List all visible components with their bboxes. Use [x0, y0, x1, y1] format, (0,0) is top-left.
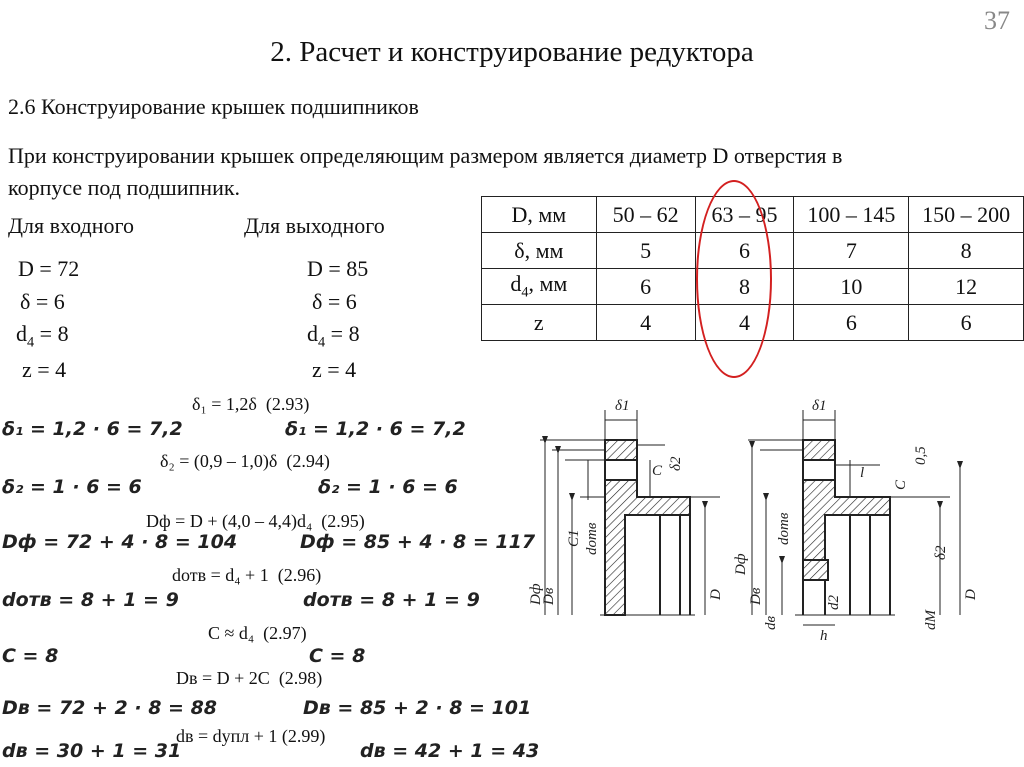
table-cell: 4	[596, 305, 695, 341]
calc-left: Dф = 72 + 4 · 8 = 104	[2, 531, 238, 553]
table-cell: 50 – 62	[596, 197, 695, 233]
drawing-label: Dв	[748, 587, 764, 605]
drawing-label: h	[820, 628, 828, 644]
table-cell: 4	[695, 305, 794, 341]
page-number: 37	[984, 6, 1010, 35]
formula-2-98: Dв = D + 2C (2.98)	[176, 668, 323, 688]
drawing-label: Dф	[528, 583, 544, 605]
output-d4-value: $d_4 = 8$	[307, 321, 360, 351]
input-delta-value: δ = 6	[20, 289, 65, 314]
table-cell: D, мм	[482, 197, 597, 233]
calc-left: dв = 30 + 1 = 31	[2, 740, 182, 762]
table-cell: 6	[695, 233, 794, 269]
calc-right: C = 8	[309, 645, 366, 667]
table-cell: z	[482, 305, 597, 341]
calc-right: δ₁ = 1,2 · 6 = 7,2	[285, 418, 466, 440]
output-z-value: z = 4	[312, 357, 357, 382]
calc-left: dотв = 8 + 1 = 9	[2, 589, 179, 611]
table-cell: 8	[909, 233, 1024, 269]
calc-right: dотв = 8 + 1 = 9	[303, 589, 480, 611]
calc-right: Dв = 85 + 2 · 8 = 101	[303, 697, 532, 719]
table-cell: 8	[695, 269, 794, 305]
formula-2-95: Dф = D + (4,0 – 4,4)d₄ (2.95)	[146, 511, 365, 531]
intro-line-1: При конструировании крышек определяющим размером является диаметр D отверстия в	[8, 143, 843, 168]
input-shaft-heading: Для входного	[8, 213, 134, 238]
drawing-label: l	[860, 465, 865, 481]
output-shaft-heading: Для выходного	[244, 213, 385, 238]
drawing-label: d2	[826, 595, 842, 610]
drawing-label: dотв	[584, 522, 600, 555]
table-cell: 12	[909, 269, 1024, 305]
drawing-label: D	[963, 589, 979, 600]
highlight-ellipse	[696, 180, 772, 378]
table-cell: $d_4$, мм	[482, 269, 597, 305]
table-cell: 6	[909, 305, 1024, 341]
drawing-label: dМ	[923, 610, 939, 630]
table-cell: 150 – 200	[909, 197, 1024, 233]
table-cell: δ, мм	[482, 233, 597, 269]
calc-left: Dв = 72 + 2 · 8 = 88	[2, 697, 218, 719]
drawing-label: C1	[566, 529, 582, 547]
drawing-label: δ1	[615, 398, 630, 414]
calc-left: C = 8	[2, 645, 59, 667]
section-title: 2.6 Конструирование крышек подшипников	[8, 94, 419, 119]
drawing-label: δ2	[933, 545, 949, 560]
drawing-label: dотв	[776, 512, 792, 545]
table-cell: 5	[596, 233, 695, 269]
drawing-label: δ2	[668, 456, 684, 471]
drawing-label: Dф	[733, 553, 749, 575]
drawing-label: D	[708, 589, 724, 600]
table-cell: 100 – 145	[794, 197, 909, 233]
bearing-cover-drawing	[520, 385, 1020, 765]
formula-2-94: δ₂ = (0,9 – 1,0)δ (2.94)	[160, 451, 330, 471]
formula-2-99: dв = dупл + 1 (2.99)	[176, 726, 326, 746]
calc-right: δ₂ = 1 · 6 = 6	[318, 476, 458, 498]
table-cell: 7	[794, 233, 909, 269]
table-cell: 6	[794, 305, 909, 341]
drawing-label: Dв	[541, 587, 557, 605]
formula-2-93: δ₁ = 1,2δ (2.93)	[192, 394, 310, 414]
drawing-label: C	[893, 479, 909, 490]
calc-left: δ₂ = 1 · 6 = 6	[2, 476, 142, 498]
intro-line-2: корпусе под подшипник.	[8, 175, 241, 200]
slide-title: 2. Расчет и конструирование редуктора	[270, 36, 754, 68]
input-z-value: z = 4	[22, 357, 67, 382]
output-d-value: D = 85	[307, 256, 369, 281]
drawing-label: dв	[763, 615, 779, 630]
drawing-label: δ1	[812, 398, 827, 414]
calc-left: δ₁ = 1,2 · 6 = 7,2	[2, 418, 183, 440]
output-delta-value: δ = 6	[312, 289, 357, 314]
formula-2-96: dотв = d₄ + 1 (2.96)	[172, 565, 322, 585]
drawing-label: 0,5	[913, 446, 929, 465]
calc-right: Dф = 85 + 4 · 8 = 117	[300, 531, 536, 553]
table-cell: 63 – 95	[695, 197, 794, 233]
formula-2-97: C ≈ d₄ (2.97)	[208, 623, 307, 643]
input-d-value: D = 72	[18, 256, 80, 281]
table-cell: 6	[596, 269, 695, 305]
input-d4-value: $d_4 = 8$	[16, 321, 69, 351]
calc-right: dв = 42 + 1 = 43	[360, 740, 540, 762]
table-cell: 10	[794, 269, 909, 305]
left-cover-drawing	[540, 410, 720, 615]
drawing-label: C	[652, 463, 663, 479]
